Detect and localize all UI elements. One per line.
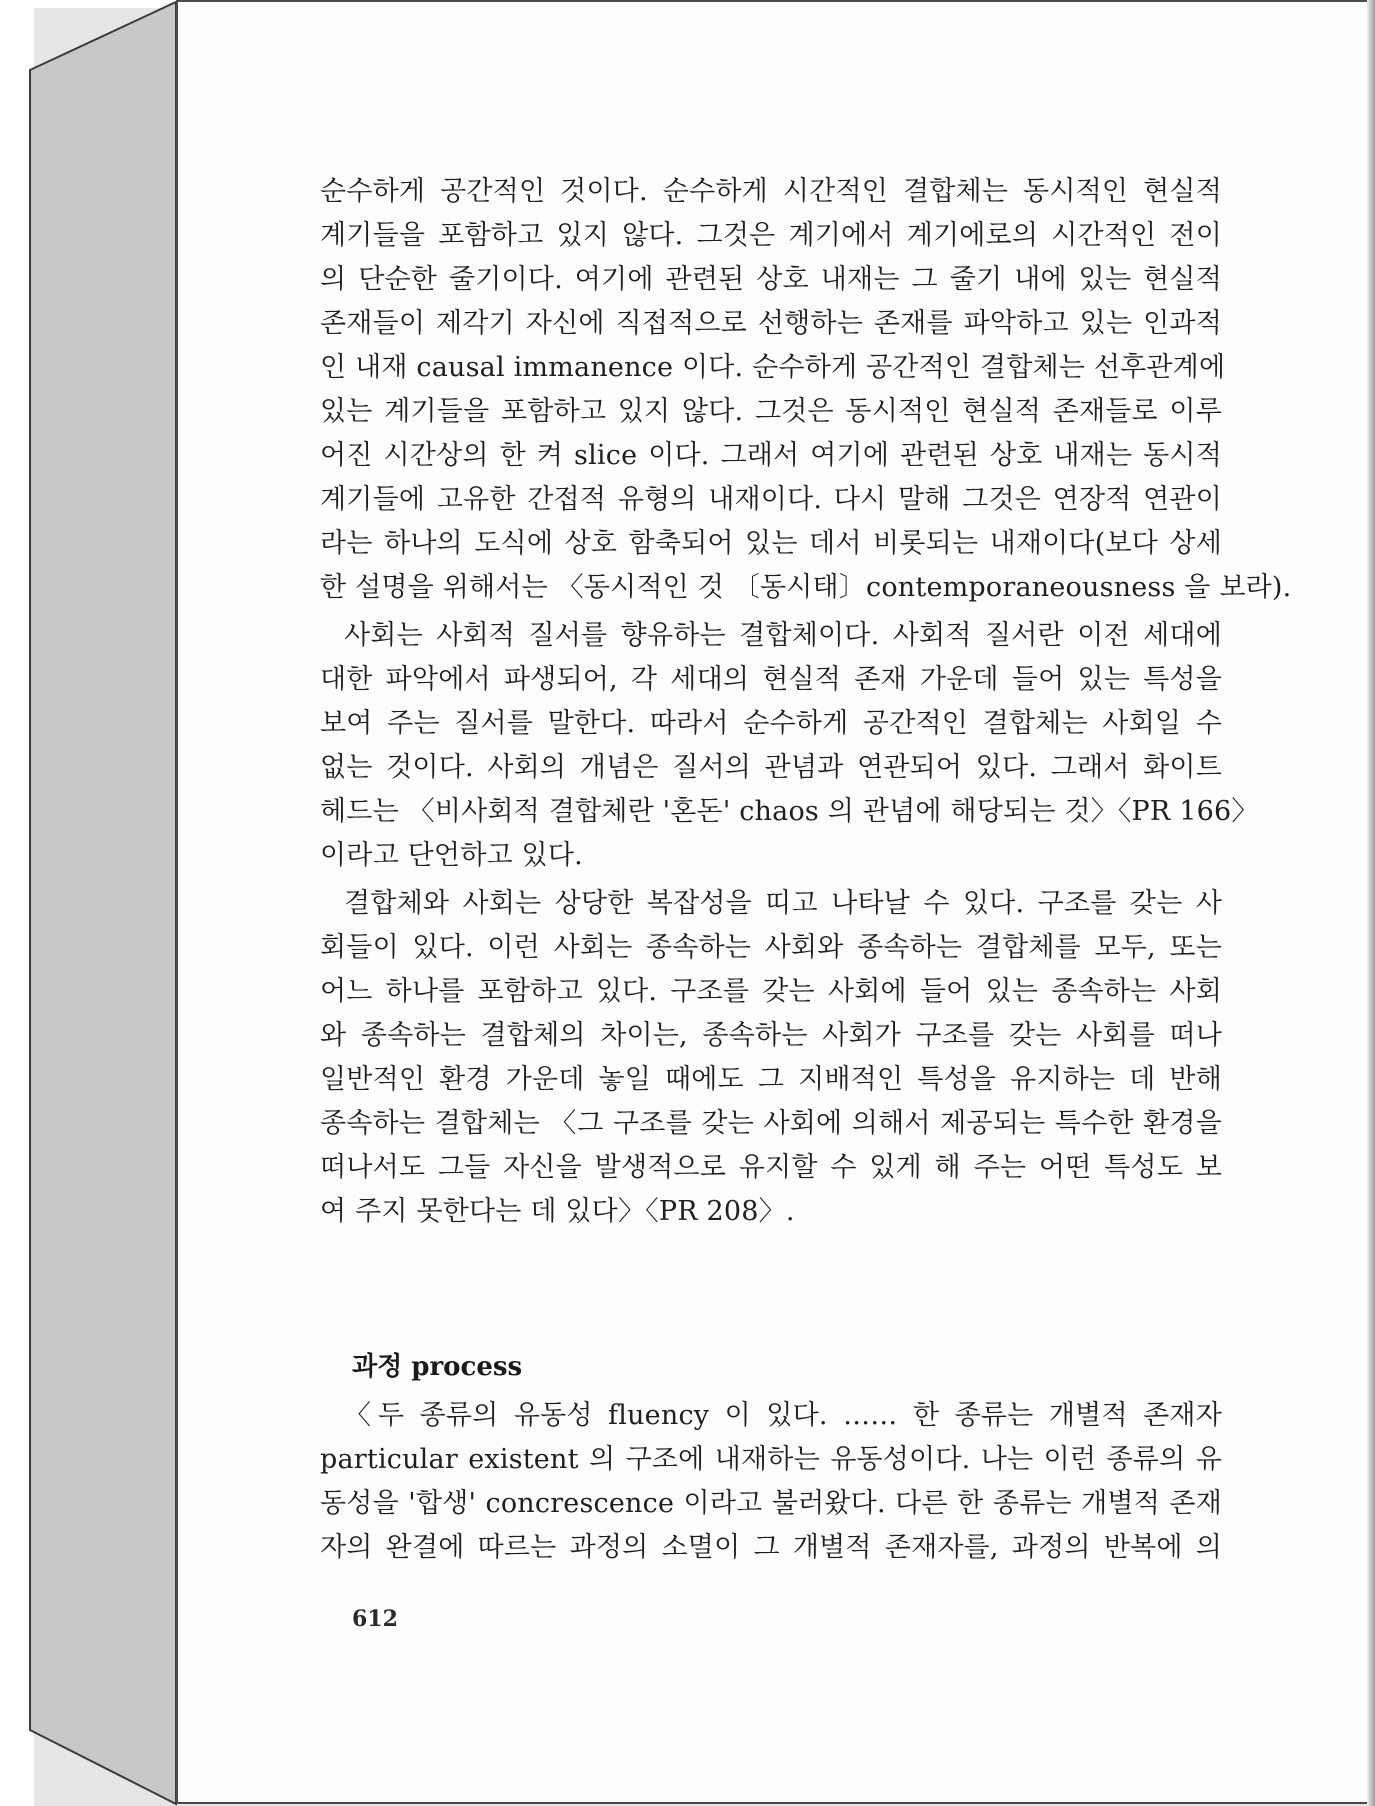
text-line: 존재들이 제각기 자신에 직접적으로 선행하는 존재를 파악하고 있는 인과적 <box>320 308 1222 339</box>
section-heading: 과정 process <box>352 1352 523 1382</box>
text-line: 어느 하나를 포함하고 있다. 구조를 갖는 사회에 들어 있는 종속하는 사회 <box>320 976 1222 1007</box>
text-line: 떠나서도 그들 자신을 발생적으로 유지할 수 있게 해 주는 어떤 특성도 보 <box>320 1152 1222 1183</box>
text-line: 와 종속하는 결합체의 차이는, 종속하는 사회가 구조를 갖는 사회를 떠나 <box>320 1020 1222 1051</box>
text-line: 사회는 사회적 질서를 향유하는 결합체이다. 사회적 질서란 이전 세대에 <box>344 620 1222 651</box>
text-line: 보여 주는 질서를 말한다. 따라서 순수하게 공간적인 결합체는 사회일 수 <box>320 708 1222 739</box>
text-line: particular existent 의 구조에 내재하는 유동성이다. 나는 이런 종류의 유 <box>320 1444 1222 1475</box>
text-line: 있는 계기들을 포함하고 있지 않다. 그것은 동시적인 현실적 존재들로 이루 <box>320 396 1222 427</box>
paragraph-4 <box>320 1394 1222 1570</box>
text-line: 라는 하나의 도식에 상호 함축되어 있는 데서 비롯되는 내재이다(보다 상세 <box>320 528 1222 559</box>
text-line: 의 단순한 줄기이다. 여기에 관련된 상호 내재는 그 줄기 내에 있는 현실적 <box>320 264 1222 295</box>
text-line: 한 설명을 위해서는 〈동시적인 것 〔동시태〕contemporaneousness 을 보라). <box>320 572 1292 603</box>
text-line: 일반적인 환경 가운데 놓일 때에도 그 지배적인 특성을 유지하는 데 반해 <box>320 1064 1222 1095</box>
text-line: 계기들을 포함하고 있지 않다. 그것은 계기에서 계기에로의 시간적인 전이 <box>320 220 1222 251</box>
body-text <box>320 170 1292 1234</box>
text-line: 어진 시간상의 한 켜 slice 이다. 그래서 여기에 관련된 상호 내재는 동시적 <box>320 440 1222 471</box>
text-line: 순수하게 공간적인 것이다. 순수하게 시간적인 결합체는 동시적인 현실적 <box>320 176 1222 207</box>
text-line: 결합체와 사회는 상당한 복잡성을 띠고 나타날 수 있다. 구조를 갖는 사 <box>344 888 1222 919</box>
text-line: 헤드는 〈비사회적 결합체란 '혼돈' chaos 의 관념에 해당되는 것〉〈PR 166〉 <box>320 796 1259 827</box>
page-edge <box>1367 0 1375 1806</box>
text-line: 여 주지 못한다는 데 있다〉〈PR 208〉. <box>320 1196 795 1227</box>
text-line: 〈두 종류의 유동성 fluency 이 있다. …… 한 종류는 개별적 존재자 <box>344 1400 1222 1431</box>
paragraph-2 <box>320 614 1259 878</box>
book-page <box>176 0 1369 1804</box>
body-text-2 <box>320 1394 1222 1570</box>
text-line: 자의 완결에 따르는 과정의 소멸이 그 개별적 존재자를, 과정의 반복에 의 <box>320 1532 1222 1563</box>
text-line: 회들이 있다. 이런 사회는 종속하는 사회와 종속하는 결합체를 모두, 또는 <box>320 932 1222 963</box>
text-line: 종속하는 결합체는 〈그 구조를 갖는 사회에 의해서 제공되는 특수한 환경을 <box>320 1108 1222 1139</box>
page-number: 612 <box>352 1606 398 1632</box>
text-line: 동성을 '합생' concrescence 이라고 불러왔다. 다른 한 종류는 개별적 존재 <box>320 1488 1222 1519</box>
book-spine <box>0 0 180 1806</box>
paragraph-1 <box>320 170 1292 610</box>
text-line: 대한 파악에서 파생되어, 각 세대의 현실적 존재 가운데 들어 있는 특성을 <box>320 664 1222 695</box>
text-line: 이라고 단언하고 있다. <box>320 840 583 871</box>
text-line: 인 내재 causal immanence 이다. 순수하게 공간적인 결합체는 선후관계에 <box>320 352 1226 383</box>
text-line: 계기들에 고유한 간접적 유형의 내재이다. 다시 말해 그것은 연장적 연관이 <box>320 484 1222 515</box>
text-line: 없는 것이다. 사회의 개념은 질서의 관념과 연관되어 있다. 그래서 화이트 <box>320 752 1222 783</box>
paragraph-3 <box>320 882 1222 1234</box>
book-spine-shape <box>0 0 180 1806</box>
